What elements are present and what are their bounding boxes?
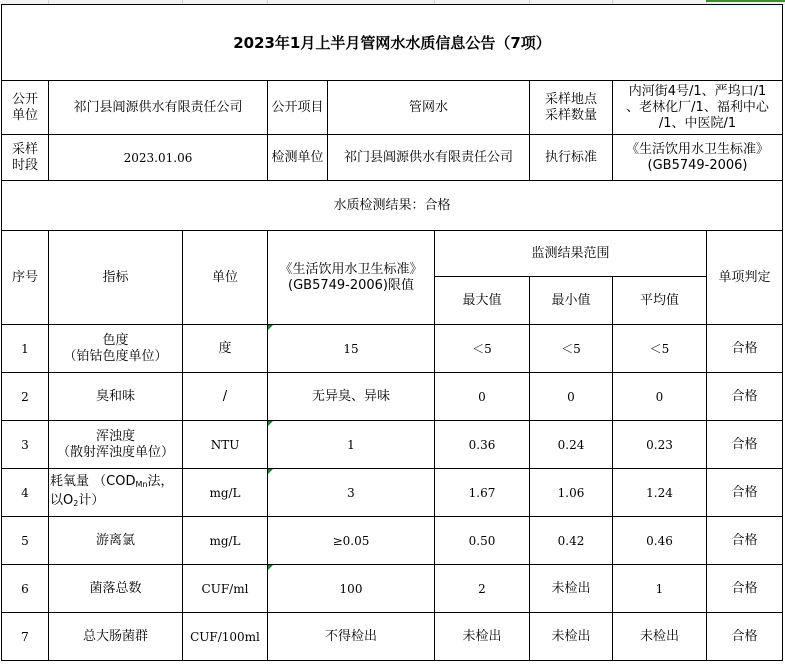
cell-seq[interactable]: 6: [2, 565, 49, 613]
table-row: [2, 325, 783, 373]
cell-min[interactable]: 未检出: [530, 613, 613, 661]
cell-verdict[interactable]: 合格: [707, 373, 783, 421]
table-row: [2, 373, 783, 421]
cell-verdict[interactable]: 合格: [707, 613, 783, 661]
cell-max[interactable]: 2: [435, 565, 530, 613]
cell-indicator[interactable]: 耗氧量 （$COD_{Mn}$法， 以$O_2$计）: [49, 469, 183, 517]
cell-avg[interactable]: 未检出: [613, 613, 707, 661]
sample-site-value[interactable]: 内河街4号/1、严坞口/1 、老林化厂/1、福利中心 /1、中医院/1: [613, 81, 783, 135]
cell-unit[interactable]: NTU: [183, 421, 268, 469]
header-range: 监测结果范围: [435, 231, 707, 277]
page-title: 2023年1月上半月管网水水质信息公告（7项）: [2, 5, 783, 81]
cell-min[interactable]: ＜5: [530, 325, 613, 373]
sample-time-label: 采样 时段: [2, 135, 49, 181]
cell-min[interactable]: 0: [530, 373, 613, 421]
table-row: [2, 565, 783, 613]
cell-max[interactable]: 0.50: [435, 517, 530, 565]
cell-indicator[interactable]: 臭和味: [49, 373, 183, 421]
cell-limit[interactable]: 3: [268, 469, 435, 517]
cell-min[interactable]: 1.06: [530, 469, 613, 517]
cell-avg[interactable]: 0: [613, 373, 707, 421]
test-unit-value[interactable]: 祁门县阊源供水有限责任公司: [328, 135, 530, 181]
standard-value[interactable]: 《生活饮用水卫生标准》 (GB5749-2006): [613, 135, 783, 181]
cell-verdict[interactable]: 合格: [707, 565, 783, 613]
cell-seq[interactable]: 1: [2, 325, 49, 373]
cell-seq[interactable]: 4: [2, 469, 49, 517]
header-avg: 平均值: [613, 277, 707, 325]
cell-verdict[interactable]: 合格: [707, 469, 783, 517]
header-seq: 序号: [2, 231, 49, 325]
cell-min[interactable]: 0.42: [530, 517, 613, 565]
header-limit: 《生活饮用水卫生标准》 (GB5749-2006)限值: [268, 231, 435, 325]
cell-max[interactable]: ＜5: [435, 325, 530, 373]
table-row: [2, 613, 783, 661]
cell-verdict[interactable]: 合格: [707, 325, 783, 373]
table-row: [2, 517, 783, 565]
cell-unit[interactable]: /: [183, 373, 268, 421]
cell-avg[interactable]: 0.46: [613, 517, 707, 565]
cell-seq[interactable]: 3: [2, 421, 49, 469]
cell-min[interactable]: 0.24: [530, 421, 613, 469]
table-row: [2, 469, 783, 517]
cell-limit[interactable]: 100: [268, 565, 435, 613]
cell-max[interactable]: 0: [435, 373, 530, 421]
cell-unit[interactable]: CUF/100ml: [183, 613, 268, 661]
cell-unit[interactable]: mg/L: [183, 469, 268, 517]
cell-seq[interactable]: 7: [2, 613, 49, 661]
cell-indicator[interactable]: 浑浊度 （散射浑浊度单位）: [49, 421, 183, 469]
cell-limit[interactable]: 1: [268, 421, 435, 469]
header-indicator: 指标: [49, 231, 183, 325]
water-quality-table: [1, 4, 783, 661]
cell-avg[interactable]: ＜5: [613, 325, 707, 373]
header-min: 最小值: [530, 277, 613, 325]
cell-unit[interactable]: CUF/ml: [183, 565, 268, 613]
cell-limit[interactable]: 无异臭、异味: [268, 373, 435, 421]
cell-limit[interactable]: 不得检出: [268, 613, 435, 661]
sample-site-label: 采样地点 采样数量: [530, 81, 613, 135]
cell-avg[interactable]: 0.23: [613, 421, 707, 469]
result-summary[interactable]: 水质检测结果：合格: [2, 181, 783, 231]
sample-time-value[interactable]: 2023.01.06: [49, 135, 268, 181]
test-unit-label: 检测单位: [268, 135, 328, 181]
cell-verdict[interactable]: 合格: [707, 421, 783, 469]
pub-unit-label: 公开 单位: [2, 81, 49, 135]
cell-indicator[interactable]: 色度 （铂钴色度单位）: [49, 325, 183, 373]
cell-verdict[interactable]: 合格: [707, 517, 783, 565]
cell-indicator[interactable]: 菌落总数: [49, 565, 183, 613]
standard-label: 执行标准: [530, 135, 613, 181]
cell-seq[interactable]: 5: [2, 517, 49, 565]
cell-min[interactable]: 未检出: [530, 565, 613, 613]
selection-marker: [706, 0, 785, 2]
pub-item-label: 公开项目: [268, 81, 328, 135]
header-unit: 单位: [183, 231, 268, 325]
table-row: [2, 421, 783, 469]
cell-avg[interactable]: 1: [613, 565, 707, 613]
cell-seq[interactable]: 2: [2, 373, 49, 421]
cell-avg[interactable]: 1.24: [613, 469, 707, 517]
pub-unit-value[interactable]: 祁门县阊源供水有限责任公司: [49, 81, 268, 135]
cell-limit[interactable]: ≥0.05: [268, 517, 435, 565]
cell-indicator[interactable]: 游离氯: [49, 517, 183, 565]
cell-max[interactable]: 0.36: [435, 421, 530, 469]
cell-max[interactable]: 未检出: [435, 613, 530, 661]
header-max: 最大值: [435, 277, 530, 325]
header-verdict: 单项判定: [707, 231, 783, 325]
cell-indicator[interactable]: 总大肠菌群: [49, 613, 183, 661]
cell-unit[interactable]: mg/L: [183, 517, 268, 565]
cell-unit[interactable]: 度: [183, 325, 268, 373]
pub-item-value[interactable]: 管网水: [328, 81, 530, 135]
cell-limit[interactable]: 15: [268, 325, 435, 373]
cell-max[interactable]: 1.67: [435, 469, 530, 517]
